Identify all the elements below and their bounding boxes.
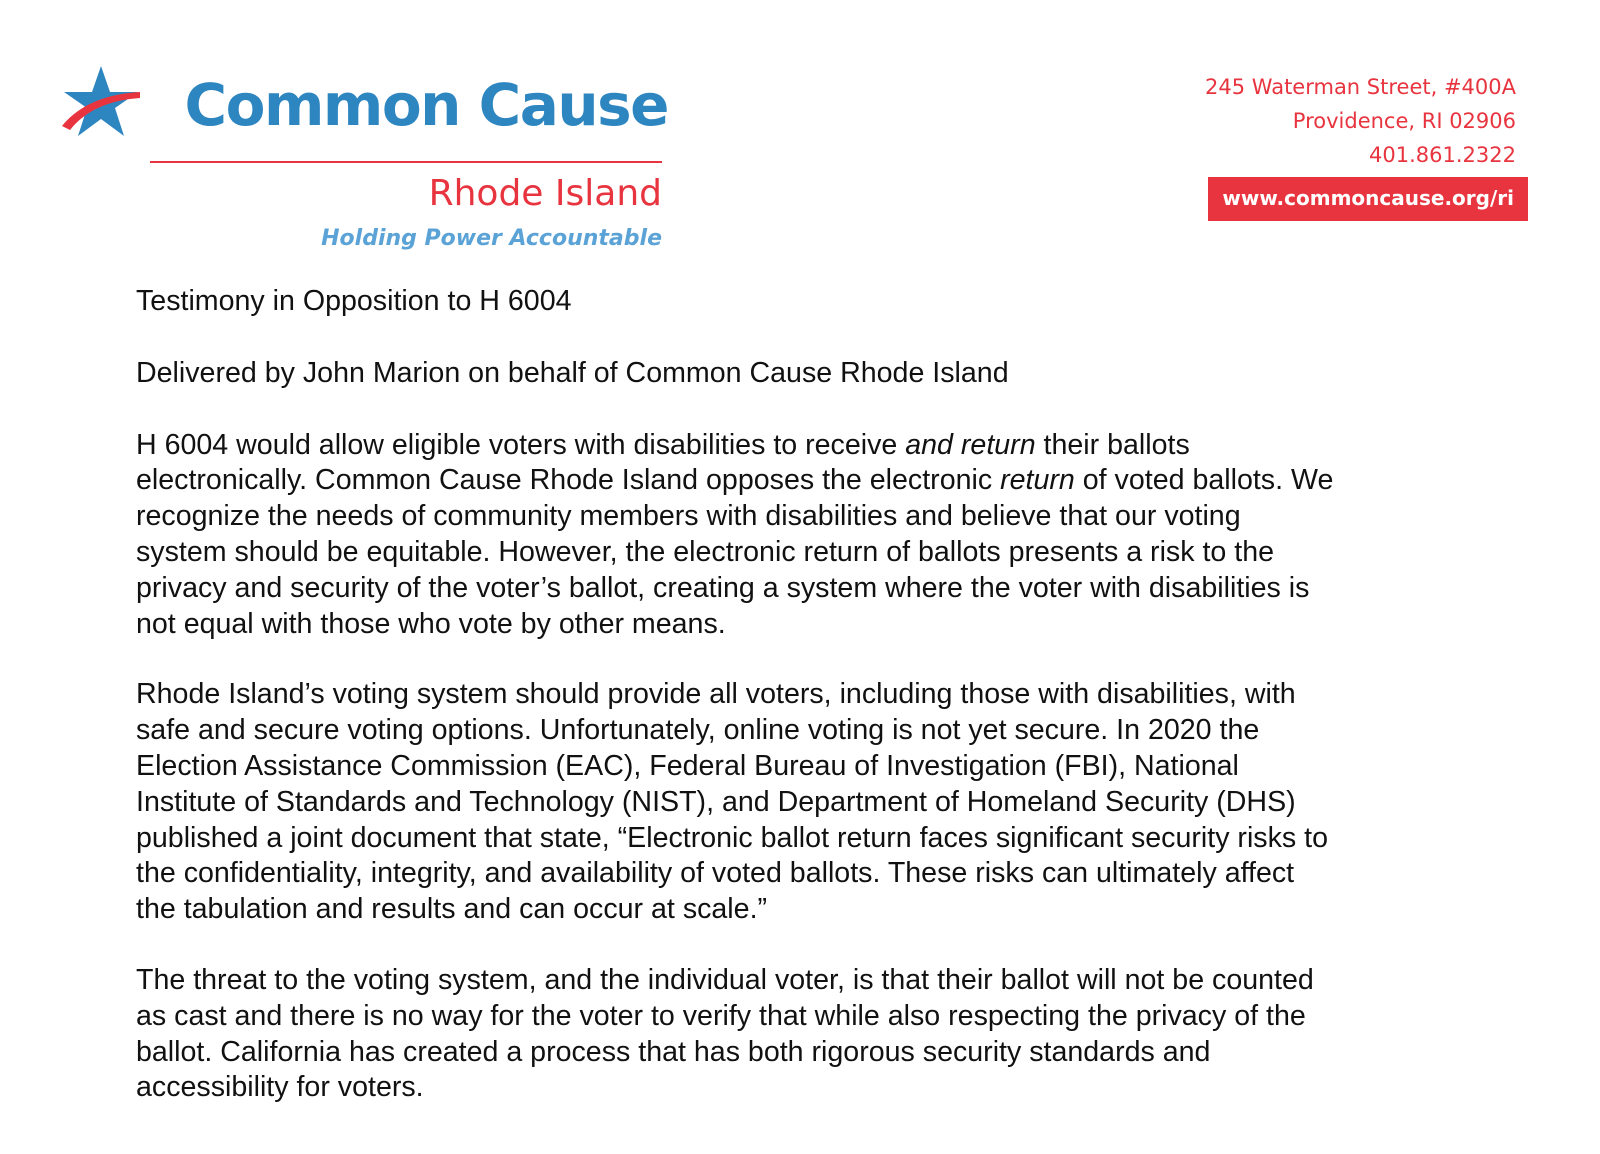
logo-divider xyxy=(150,161,662,163)
paragraph-line: the confidentiality, integrity, and availability of voted ballots. These risks can ultimately affect xyxy=(136,857,1295,890)
paragraph-line: system should be equitable. However, the electronic return of ballots presents a risk to the xyxy=(136,535,1274,568)
paragraph-1 xyxy=(136,428,1466,643)
paragraph-line: as cast and there is no way for the voter to verify that while also respecting the privacy of the xyxy=(136,999,1306,1032)
emphasis-text: and return xyxy=(905,428,1036,461)
address-city: Providence, RI 02906 xyxy=(1292,109,1516,133)
paragraph-line: H 6004 would allow eligible voters with disabilities to receive and return their ballots xyxy=(136,428,1190,461)
paragraph-3 xyxy=(136,963,1466,1106)
paragraph-line: The threat to the voting system, and the individual voter, is that their ballot will not be counted xyxy=(136,963,1314,996)
paragraph-line: the tabulation and results and can occur at scale.” xyxy=(136,893,768,926)
paragraph-line: electronically. Common Cause Rhode Island opposes the electronic return of voted ballots. We xyxy=(136,464,1334,497)
paragraph-line: ballot. California has created a process that has both rigorous security standards and xyxy=(136,1035,1211,1068)
paragraph-line: Election Assistance Commission (EAC), Federal Bureau of Investigation (FBI), National xyxy=(136,749,1239,782)
letterhead xyxy=(0,0,1600,280)
logo-region: Rhode Island xyxy=(428,173,662,214)
paragraph-line: privacy and security of the voter’s ballot, creating a system where the voter with disabilities is xyxy=(136,571,1310,604)
document-body xyxy=(136,284,1466,1141)
paragraph-2 xyxy=(136,677,1466,928)
address-street: 245 Waterman Street, #400A xyxy=(1205,75,1516,99)
logo-wordmark: Common Cause xyxy=(184,71,668,139)
document-byline: Delivered by John Marion on behalf of Common Cause Rhode Island xyxy=(136,356,1009,389)
emphasis-text: return xyxy=(1000,464,1075,497)
paragraph-line: Rhode Island’s voting system should provide all voters, including those with disabilities, with xyxy=(136,678,1296,711)
paragraph-line: published a joint document that state, “Electronic ballot return faces significant security risks to xyxy=(136,821,1328,854)
website-link[interactable]: www.commoncause.org/ri xyxy=(1208,177,1528,221)
paragraph-line: Institute of Standards and Technology (NIST), and Department of Homeland Security (DHS) xyxy=(136,785,1296,818)
paragraph-line: recognize the needs of community members with disabilities and believe that our voting xyxy=(136,500,1241,533)
star-icon xyxy=(60,64,142,138)
address-phone: 401.861.2322 xyxy=(1369,143,1516,167)
logo-tagline: Holding Power Accountable xyxy=(321,226,662,251)
paragraph-line: accessibility for voters. xyxy=(136,1071,424,1104)
paragraph-line: safe and secure voting options. Unfortunately, online voting is not yet secure. In 2020 the xyxy=(136,714,1260,747)
document-title: Testimony in Opposition to H 6004 xyxy=(136,285,572,317)
address-block xyxy=(1096,70,1516,172)
paragraph-line: not equal with those who vote by other means. xyxy=(136,607,726,640)
